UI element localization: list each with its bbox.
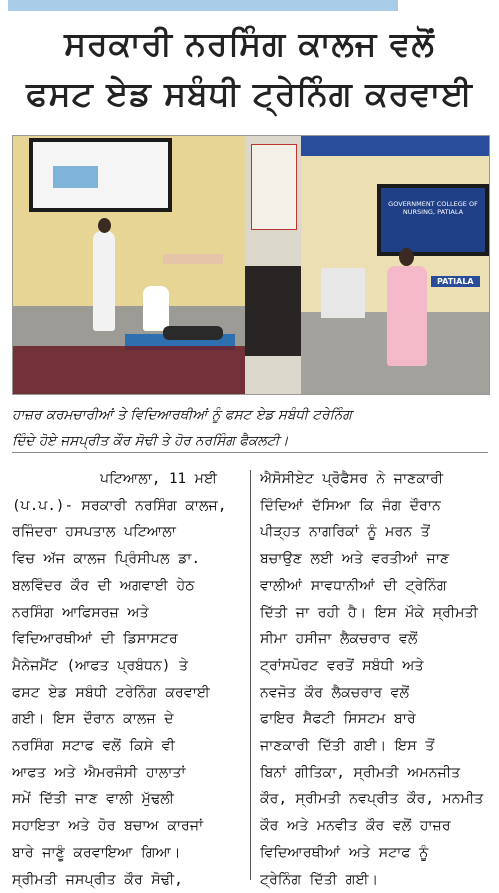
demonstrator-figure — [143, 286, 169, 331]
projector-screen — [29, 138, 172, 212]
article-line: ਟ੍ਰਾਂਸਪੋਰਟ ਵਰਤੋਂ ਸਬੰਧੀ ਅਤੇ — [260, 657, 424, 674]
article-line: ਮੈਨੇਜਮੈਂਟ (ਆਫਤ ਪ੍ਰਬੰਧਨ) ਤੇ — [12, 657, 189, 674]
photo-left-panel — [13, 136, 245, 394]
patient-figure — [163, 326, 223, 340]
table — [321, 268, 365, 318]
college-banner — [301, 136, 489, 156]
display-board — [245, 266, 301, 356]
article-line: ਸ੍ਰੀਮਤੀ ਜਸਪ੍ਰੀਤ ਕੌਰ ਸੋਢੀ, — [12, 871, 183, 888]
presentation-title: GOVERNMENT COLLEGE OF NURSING, PATIALA — [388, 200, 478, 216]
photo-caption — [12, 402, 488, 454]
article-line: ਟ੍ਰੇਨਿੰਗ ਦਿੱਤੀ ਗਈ। — [260, 871, 379, 888]
headline-line-1: ਸਰਕਾਰੀ ਨਰਸਿੰਗ ਕਾਲਜ ਵਲੋਂ — [64, 24, 435, 63]
article-line: ਫਾਇਰ ਸੈਫਟੀ ਸਿਸਟਮ ਬਾਰੇ — [260, 711, 416, 728]
article-line: ਪੀੜ੍ਹਤ ਨਾਗਰਿਕਾਂ ਨੂੰ ਮਰਨ ਤੋਂ — [260, 524, 430, 541]
article-line: ਵਿਦਿਆਰਥੀਆਂ ਅਤੇ ਸਟਾਫ ਨੂੰ — [260, 844, 429, 861]
article-line: ਨਰਸਿੰਗ ਆਫਿਸਰਜ਼ ਅਤੇ — [12, 604, 149, 621]
top-color-bar — [8, 0, 398, 11]
presentation-screen — [377, 184, 489, 256]
instructor-head — [98, 218, 111, 233]
article-line: ਦਿੱਤੀ ਜਾ ਰਹੀ ਹੈ। ਇਸ ਮੌਕੇ ਸ੍ਰੀਮਤੀ — [260, 604, 478, 621]
article-line: ਆਫਤ ਅਤੇ ਐਮਰਜੰਸੀ ਹਾਲਾਤਾਂ — [12, 764, 186, 781]
photo-right-panel — [301, 136, 489, 394]
article-line: ਦਿੰਦਿਆਂ ਦੱਸਿਆ ਕਿ ਜੰਗ ਦੌਰਾਨ — [260, 497, 441, 514]
article-column-left — [12, 466, 244, 893]
speaker-figure — [387, 266, 427, 366]
caption-divider — [12, 452, 488, 453]
article-line: ਨਵਜੋਤ ਕੌਰ ਲੈਕਚਰਾਰ ਵਲੋਂ — [260, 684, 410, 701]
article-line: ਵਿਦਿਆਰਥੀਆਂ ਦੀ ਡਿਸਾਸਟਰ — [12, 631, 178, 648]
column-rule — [250, 470, 251, 880]
article-column-right — [260, 466, 492, 893]
headline-line-2: ਫਸਟ ਏਡ ਸਬੰਧੀ ਟ੍ਰੇਨਿੰਗ ਕਰਵਾਈ — [26, 74, 473, 113]
article-line: ਜਾਣਕਾਰੀ ਦਿੱਤੀ ਗਈ। ਇਸ ਤੋਂ — [260, 738, 435, 755]
article-line: ਵਾਲੀਆਂ ਸਾਵਧਾਨੀਆਂ ਦੀ ਟ੍ਰੇਨਿੰਗ — [260, 577, 447, 594]
article-line: ਬਾਰੇ ਜਾਣੂੰ ਕਰਵਾਇਆ ਗਿਆ। — [12, 844, 181, 861]
article-line: ਕੌਰ ਅਤੇ ਮਨਵੀਤ ਕੌਰ ਵਲੋਂ ਹਾਜ਼ਰ — [260, 818, 451, 835]
screen-image — [53, 166, 98, 188]
photo-middle-panel — [245, 136, 301, 394]
caption-line-2: ਦਿੰਦੇ ਹੋਏ ਜਸਪ੍ਰੀਤ ਕੌਰ ਸੋਢੀ ਤੇ ਹੋਰ ਨਰਸਿੰਗ ਫੈਕਲਟੀ। — [12, 433, 289, 449]
article-line: ਸੀਮਾ ਹਸੀਜਾ ਲੈਕਚਰਾਰ ਵਲੋਂ — [260, 631, 418, 648]
article-line: ਬਚਾਉਣ ਲਈ ਅਤੇ ਵਰਤੀਆਂ ਜਾਣ — [260, 551, 450, 568]
article-line: ਗਈ। ਇਸ ਦੌਰਾਨ ਕਾਲਜ ਦੇ — [12, 711, 174, 728]
article-line: ਬਿਨਾਂ ਗੀਤਿਕਾ, ਸ੍ਰੀਮਤੀ ਅਮਨਜੀਤ — [260, 764, 461, 781]
article-line: ਰਜਿੰਦਰਾ ਹਸਪਤਾਲ ਪਟਿਆਲਾ — [12, 524, 176, 541]
article-line: ਬਲਵਿੰਦਰ ਕੌਰ ਦੀ ਅਗਵਾਈ ਹੇਠ — [12, 577, 195, 594]
article-line: ਐਸੋਸੀਏਟ ਪ੍ਰੋਫੈਸਰ ਨੇ ਜਾਣਕਾਰੀ — [260, 471, 444, 487]
audience-chairs — [13, 346, 245, 394]
instructor-figure — [93, 231, 115, 331]
patiala-banner-text: PATIALA — [431, 276, 480, 287]
article-line: ਕੌਰ, ਸ੍ਰੀਮਤੀ ਨਵਪ੍ਰੀਤ ਕੌਰ, ਮਨਮੀਤ — [260, 791, 484, 808]
article-line: ਸਹਾਇਤਾ ਅਤੇ ਹੋਰ ਬਚਾਅ ਕਾਰਜਾਂ — [12, 818, 204, 835]
news-photo — [12, 135, 490, 395]
article-line: ਫਸਟ ਏਡ ਸਬੰਧੀ ਟਰੇਨਿੰਗ ਕਰਵਾਈ — [12, 684, 210, 701]
speaker-head — [399, 248, 414, 266]
article-line: ਵਿਚ ਅੱਜ ਕਾਲਜ ਪ੍ਰਿੰਸੀਪਲ ਡਾ. — [12, 551, 201, 568]
article-line: ਨਰਸਿੰਗ ਸਟਾਫ ਵਲੋਂ ਕਿਸੇ ਵੀ — [12, 738, 175, 755]
mannequin — [163, 254, 223, 264]
poster — [251, 144, 297, 230]
article-line: (ਪ.ਪ.)- ਸਰਕਾਰੀ ਨਰਸਿੰਗ ਕਾਲਜ, — [12, 497, 227, 514]
article-line: ਸਮੇਂ ਦਿੱਤੀ ਜਾਣ ਵਾਲੀ ਮੁੱਢਲੀ — [12, 791, 175, 808]
caption-line-1: ਹਾਜ਼ਰ ਕਰਮਚਾਰੀਆਂ ਤੇ ਵਿਦਿਆਰਥੀਆਂ ਨੂੰ ਫਸਟ ਏਡ ਸਬੰਧੀ ਟਰੇਨਿੰਗ — [12, 407, 352, 423]
dateline: ਪਟਿਆਲਾ, 11 ਮਈ — [100, 471, 218, 487]
